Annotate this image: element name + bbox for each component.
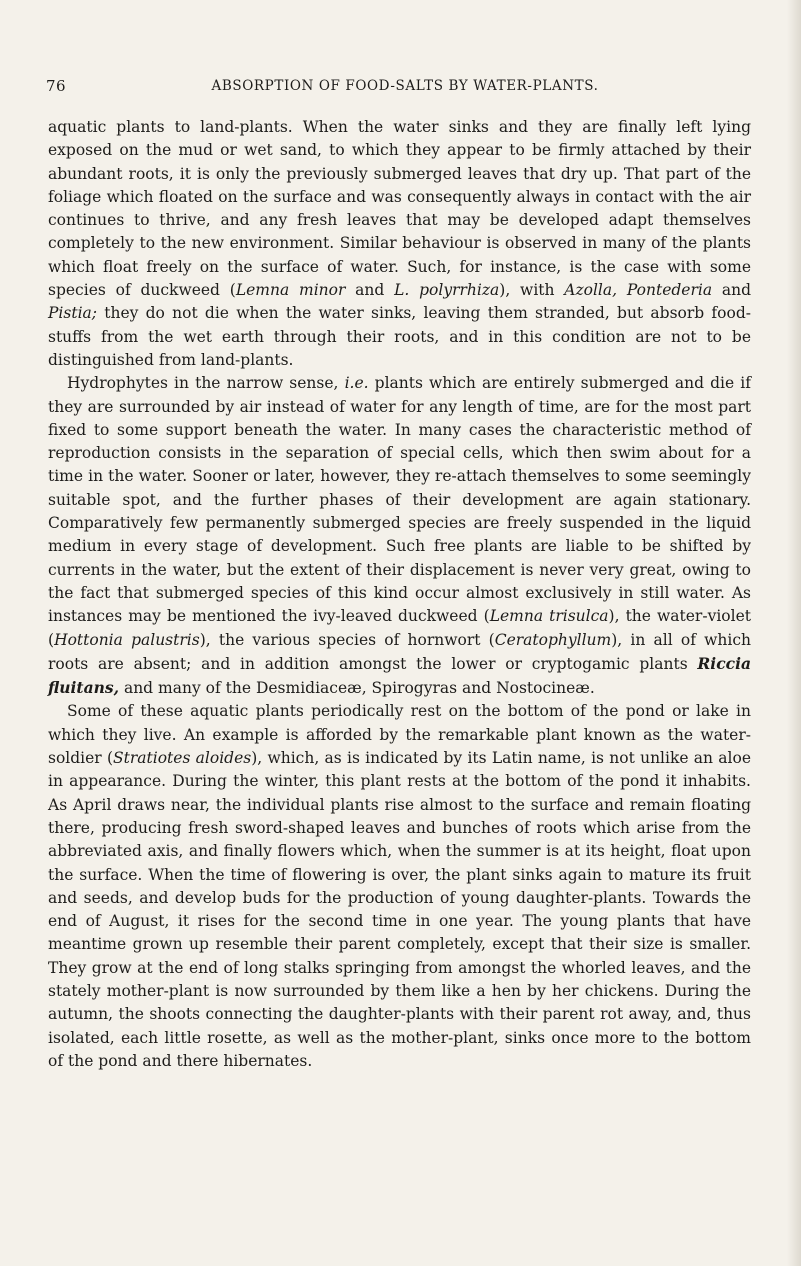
bold-italic-term: Riccia fluitans, [48, 653, 751, 698]
running-header [46, 77, 752, 99]
italic-term: Stratiotes aloides [113, 749, 252, 768]
italic-term: Ceratophyllum [494, 630, 612, 649]
text-run: Some of these aquatic plants periodically rest on the bottom of the pond or lake in which they live. An example is afforded by the remarkable plant known as the water-soldier ( [48, 702, 751, 768]
italic-term: L. polyrrhiza [394, 281, 500, 300]
italic-term: Pistia; [48, 304, 97, 323]
text-run: ), which, as is indicated by its Latin name, is not unlike an aloe in appearance. During the winter, this plant rests at the bottom of the pond it inhabits. As April draws near, the individual plants rise almost to the surface and remain floating there, producing fresh sword-shaped leaves and bunches of roots which arise from the abbreviated axis, and finally flowers which, when the summer is at its height, float upon the surface. When the time of flowering is over, the plant sinks again to mature its fruit and seeds, and develop buds for the production of young daughter-plants. Towards the end of August, it rises for the second time in one year. The young plants that have meantime grown up resemble their parent completely, except that their size is smaller. They grow at the end of long stalks springing from amongst the whorled leaves, and the stately mother-plant is now surrounded by them like a hen by her chickens. During the autumn, the shoots connecting the daughter-plants with their parent rot away, and, thus isolated, each little rosette, as well as the mother-plant, sinks once more to the bottom of the pond and there hibernates. [48, 749, 751, 1070]
italic-term: Lemna trisulca [489, 607, 609, 626]
text-run: and [345, 281, 395, 300]
text-run: aquatic plants to land-plants. When the water sinks and they are finally left lying exposed on the mud or wet sand, to which they appear to be firmly attached by their abundant roots, it is only the previously submerged leaves that dry up. That part of the foliage which floated on the surface and was consequently always in contact with the air continues to thrive, and any fresh leaves that may be developed adapt themselves completely to the new environment. Similar behaviour is observed in many of the plants which float freely on the surface of water. Such, for instance, is the case with some species of duckweed ( [48, 118, 751, 300]
text-run: and [712, 281, 752, 300]
text-run: ), with [499, 281, 565, 300]
text-run: and many of the Desmidiaceæ, Spirogyras and Nostocineæ. [119, 679, 595, 698]
paragraph-1 [48, 116, 751, 372]
text-run: ), in all of which roots are absent; and in addition amongst the lower or cryptogamic plants [48, 630, 751, 673]
paragraph-2 [48, 372, 751, 700]
text-run: ), the various species of hornwort ( [199, 630, 495, 649]
body-text [48, 116, 751, 1073]
page-edge-shadow [787, 0, 801, 1266]
text-run: plants which are entirely submerged and die if they are surrounded by air instead of water for any length of time, are for the most part fixed to some support beneath the water. In many cases the characteristic method of reproduction consists in the separation of special cells, which then swim about for a time in the water. Sooner or later, however, they re-attach themselves to some seemingly suitable spot, and the further phases of their development are again stationary. Comparatively few permanently submerged species are freely suspended in the liquid medium in every stage of development. Such free plants are liable to be shifted by currents in the water, but the extent of their displacement is never very great, owing to the fact that submerged species of this kind occur almost exclusively in still water. As instances may be mentioned the ivy-leaved duckweed ( [48, 374, 751, 626]
running-title: ABSORPTION OF FOOD-SALTS BY WATER-PLANTS. [211, 78, 599, 94]
page-number: 76 [46, 77, 67, 95]
italic-term: Hottonia palustris [54, 630, 200, 649]
text-run: ), the water-violet ( [48, 607, 751, 649]
text-run: Hydrophytes in the narrow sense, [67, 374, 345, 393]
italic-term: Azolla, Pontederia [564, 281, 713, 300]
paragraph-3 [48, 700, 751, 1073]
italic-term: i.e. [344, 374, 369, 393]
text-run: they do not die when the water sinks, leaving them stranded, but absorb food-stuffs from the wet earth through their roots, and in this condition are not to be distinguished from land-plants. [48, 304, 751, 369]
italic-term: Lemna minor [235, 281, 346, 300]
